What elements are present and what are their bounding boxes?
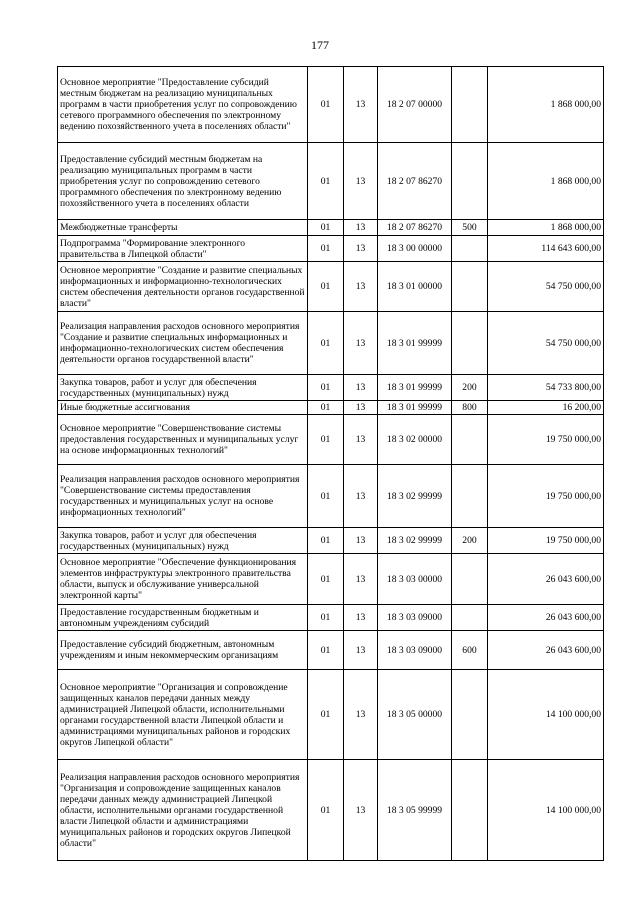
table-row — [58, 465, 604, 528]
row-section: 01 — [308, 236, 344, 262]
table-row — [58, 262, 604, 312]
row-target-code: 18 3 01 99999 — [378, 312, 452, 375]
table-row — [58, 236, 604, 262]
row-expense-type: 800 — [452, 401, 488, 415]
row-target-code: 18 3 01 00000 — [378, 262, 452, 312]
row-amount: 19 750 000,00 — [488, 415, 604, 465]
row-section: 01 — [308, 262, 344, 312]
row-subsection: 13 — [344, 262, 378, 312]
row-section: 01 — [308, 375, 344, 401]
row-subsection: 13 — [344, 236, 378, 262]
row-description: Основное мероприятие "Организация и сопровождение защищенных каналов передачи данных между администрацией Липецкой области, исполнительными органами государственной власти Липецкой области и администрациями муниципальных районов и городских округов Липецкой области" — [58, 670, 308, 760]
row-amount: 26 043 600,00 — [488, 554, 604, 605]
row-section: 01 — [308, 631, 344, 670]
table-row — [58, 760, 604, 861]
row-subsection: 13 — [344, 554, 378, 605]
table-row — [58, 528, 604, 554]
row-expense-type — [452, 554, 488, 605]
row-description: Основное мероприятие "Создание и развитие специальных информационных и информационно-технологических систем обеспечения деятельности органов государственной власти" — [58, 262, 308, 312]
row-amount: 26 043 600,00 — [488, 605, 604, 631]
row-description: Основное мероприятие "Предоставление субсидий местным бюджетам на реализацию муниципальных программ в части приобретения услуг по сопровождению сетевого программного обеспечения по электронному ведению похозяйственного учета в поселениях области" — [58, 67, 308, 143]
row-section: 01 — [308, 528, 344, 554]
row-expense-type — [452, 236, 488, 262]
table-row — [58, 605, 604, 631]
row-amount: 114 643 600,00 — [488, 236, 604, 262]
row-subsection: 13 — [344, 760, 378, 861]
row-amount: 1 868 000,00 — [488, 220, 604, 236]
row-section: 01 — [308, 401, 344, 415]
budget-table — [57, 66, 604, 861]
table-row — [58, 401, 604, 415]
row-target-code: 18 3 03 09000 — [378, 605, 452, 631]
row-amount: 19 750 000,00 — [488, 465, 604, 528]
row-expense-type — [452, 760, 488, 861]
row-subsection: 13 — [344, 605, 378, 631]
row-description: Предоставление государственным бюджетным и автономным учреждениям субсидий — [58, 605, 308, 631]
row-amount: 54 733 800,00 — [488, 375, 604, 401]
row-target-code: 18 3 01 99999 — [378, 375, 452, 401]
row-amount: 16 200,00 — [488, 401, 604, 415]
row-section: 01 — [308, 220, 344, 236]
row-target-code: 18 3 02 99999 — [378, 465, 452, 528]
row-subsection: 13 — [344, 220, 378, 236]
row-target-code: 18 3 00 00000 — [378, 236, 452, 262]
row-amount: 19 750 000,00 — [488, 528, 604, 554]
row-target-code: 18 3 03 09000 — [378, 631, 452, 670]
table-row — [58, 220, 604, 236]
row-target-code: 18 3 01 99999 — [378, 401, 452, 415]
row-target-code: 18 3 02 99999 — [378, 528, 452, 554]
row-amount: 54 750 000,00 — [488, 262, 604, 312]
row-description: Закупка товаров, работ и услуг для обеспечения государственных (муниципальных) нужд — [58, 375, 308, 401]
row-expense-type — [452, 605, 488, 631]
row-expense-type — [452, 465, 488, 528]
table-row — [58, 67, 604, 143]
row-target-code: 18 3 05 00000 — [378, 670, 452, 760]
row-section: 01 — [308, 670, 344, 760]
row-target-code: 18 3 05 99999 — [378, 760, 452, 861]
row-subsection: 13 — [344, 670, 378, 760]
row-section: 01 — [308, 312, 344, 375]
row-target-code: 18 2 07 86270 — [378, 220, 452, 236]
table-row — [58, 554, 604, 605]
row-subsection: 13 — [344, 67, 378, 143]
row-section: 01 — [308, 67, 344, 143]
row-target-code: 18 2 07 00000 — [378, 67, 452, 143]
row-description: Подпрограмма "Формирование электронного правительства в Липецкой области" — [58, 236, 308, 262]
row-amount: 54 750 000,00 — [488, 312, 604, 375]
row-amount: 1 868 000,00 — [488, 67, 604, 143]
row-target-code: 18 3 02 00000 — [378, 415, 452, 465]
row-description: Реализация направления расходов основного мероприятия "Совершенствование системы предоставления государственных и муниципальных услуг на основе информационных технологий" — [58, 465, 308, 528]
row-subsection: 13 — [344, 375, 378, 401]
row-amount: 1 868 000,00 — [488, 143, 604, 220]
row-description: Реализация направления расходов основного мероприятия "Создание и развитие специальных информационных и информационно-технологических систем обеспечения деятельности органов государственной власти" — [58, 312, 308, 375]
row-description: Межбюджетные трансферты — [58, 220, 308, 236]
row-description: Закупка товаров, работ и услуг для обеспечения государственных (муниципальных) нужд — [58, 528, 308, 554]
row-section: 01 — [308, 605, 344, 631]
row-subsection: 13 — [344, 415, 378, 465]
row-expense-type — [452, 670, 488, 760]
table-row — [58, 312, 604, 375]
row-expense-type: 600 — [452, 631, 488, 670]
row-subsection: 13 — [344, 143, 378, 220]
row-description: Основное мероприятие "Совершенствование системы предоставления государственных и муниципальных услуг на основе информационных технологий" — [58, 415, 308, 465]
row-expense-type — [452, 143, 488, 220]
row-subsection: 13 — [344, 631, 378, 670]
row-amount: 14 100 000,00 — [488, 760, 604, 861]
row-section: 01 — [308, 760, 344, 861]
row-description: Предоставление субсидий местным бюджетам на реализацию муниципальных программ в части приобретения услуг по сопровождению сетевого программного обеспечения по электронному ведению похозяйственного учета в поселениях области — [58, 143, 308, 220]
row-amount: 14 100 000,00 — [488, 670, 604, 760]
row-expense-type — [452, 415, 488, 465]
row-section: 01 — [308, 554, 344, 605]
row-description: Предоставление субсидий бюджетным, автономным учреждениям и иным некоммерческим организациям — [58, 631, 308, 670]
row-amount: 26 043 600,00 — [488, 631, 604, 670]
row-section: 01 — [308, 143, 344, 220]
row-expense-type — [452, 67, 488, 143]
row-expense-type — [452, 312, 488, 375]
row-expense-type: 200 — [452, 528, 488, 554]
row-section: 01 — [308, 415, 344, 465]
row-subsection: 13 — [344, 401, 378, 415]
row-target-code: 18 3 03 00000 — [378, 554, 452, 605]
row-description: Основное мероприятие "Обеспечение функционирования элементов инфраструктуры электронного правительства области, выпуск и обслуживание универсальной электронной карты" — [58, 554, 308, 605]
row-expense-type: 500 — [452, 220, 488, 236]
row-subsection: 13 — [344, 312, 378, 375]
page-number: 177 — [311, 38, 329, 52]
table-row — [58, 375, 604, 401]
row-subsection: 13 — [344, 465, 378, 528]
table-row — [58, 670, 604, 760]
row-target-code: 18 2 07 86270 — [378, 143, 452, 220]
row-expense-type — [452, 262, 488, 312]
row-description: Иные бюджетные ассигнования — [58, 401, 308, 415]
table-row — [58, 143, 604, 220]
row-description: Реализация направления расходов основного мероприятия "Организация и сопровождение защищенных каналов передачи данных между администрацией Липецкой области, исполнительными органами государственной власти Липецкой области и администрациями муниципальных районов и городских округов Липецкой области" — [58, 760, 308, 861]
table-row — [58, 415, 604, 465]
row-section: 01 — [308, 465, 344, 528]
table-row — [58, 631, 604, 670]
row-subsection: 13 — [344, 528, 378, 554]
row-expense-type: 200 — [452, 375, 488, 401]
